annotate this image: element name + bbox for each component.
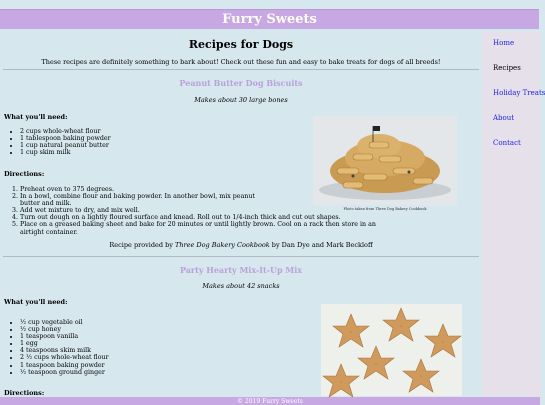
list-item: 2. In a bowl, combine flour and baking powder. In another bowl, mix peanut butter and milk. [20, 193, 275, 207]
list-item: • ½ cup vegetable oil [20, 319, 109, 326]
main-content [0, 32, 482, 396]
recipe-title: Party Hearty Mix-It-Up Mix [179, 265, 303, 275]
page-title: Recipes for Dogs [188, 38, 294, 51]
directions-label: Directions: [4, 389, 45, 397]
list-item: • 1 teaspoon baking powder [20, 362, 109, 369]
ingredient-list [3, 319, 109, 376]
list-item: • 1 cup natural peanut butter [20, 142, 111, 149]
recipe-credit [0, 241, 482, 249]
list-item: 3. Add wet mixture to dry, and mix well. [20, 207, 380, 214]
recipe-yield: Makes about 42 snacks [202, 282, 280, 290]
list-item: • ½ cup honey [20, 326, 109, 333]
list-item: • 1 tablespoon baking powder [20, 135, 111, 142]
star-cookies-image [321, 304, 462, 396]
nav-link-about[interactable]: About [493, 114, 515, 122]
directions-list [3, 186, 380, 236]
nav-link-holiday-treats[interactable]: Holiday Treats [493, 89, 545, 97]
site-title: Furry Sweets [222, 12, 317, 27]
sidebar-nav [482, 32, 545, 396]
nav-link-home[interactable]: Home [493, 39, 515, 47]
divider [3, 69, 479, 70]
list-item: • 1 teaspoon vanilla [20, 333, 109, 340]
credit-book: Three Dog Bakery Cookbook [175, 241, 270, 249]
credit-suffix: by Dan Dye and Mark Beckloff [269, 241, 373, 249]
photo-caption: Photo taken from Three Dog Bakery Cookbook [343, 207, 427, 211]
list-item: 5. Place on a greased baking sheet and bake for 20 minutes or until lightly brown. Cool on a rack then store in an airtight container. [20, 221, 380, 235]
list-item: • 2 cups whole-wheat flour [20, 128, 111, 135]
credit-prefix: Recipe provided by [109, 241, 176, 249]
nav-item-recipes-current: Recipes [493, 64, 521, 72]
site-footer [0, 397, 540, 405]
directions-label: Directions: [4, 170, 45, 178]
star-snacks-photo [321, 304, 462, 396]
ingredients-label: What you'll need: [4, 113, 68, 121]
list-item: • 4 teaspoons skim milk [20, 347, 109, 354]
recipe-title: Peanut Butter Dog Biscuits [179, 78, 303, 88]
intro-text: These recipes are definitely something to bark about! Check out these fun and easy to bake treats for dogs of all breeds! [41, 58, 441, 66]
list-item: • ½ teaspoon ground ginger [20, 369, 109, 376]
ingredients-label: What you'll need: [4, 298, 68, 306]
list-item: 1. Preheat oven to 375 degrees. [20, 186, 380, 193]
nav-link-contact[interactable]: Contact [493, 139, 521, 147]
ingredient-list [3, 128, 111, 156]
list-item: • 1 egg [20, 340, 109, 347]
list-item: • 2 ½ cups whole-wheat flour [20, 354, 109, 361]
copyright-text: © 2019 Furry Sweets [237, 397, 303, 405]
list-item: 4. Turn out dough on a lightly floured surface and knead. Roll out to 1/4-inch thick and cut out shapes. [20, 214, 380, 221]
list-item: • 1 cup skim milk [20, 149, 111, 156]
recipe-yield: Makes about 30 large bones [194, 96, 288, 104]
divider [3, 256, 479, 257]
site-header [0, 9, 539, 29]
